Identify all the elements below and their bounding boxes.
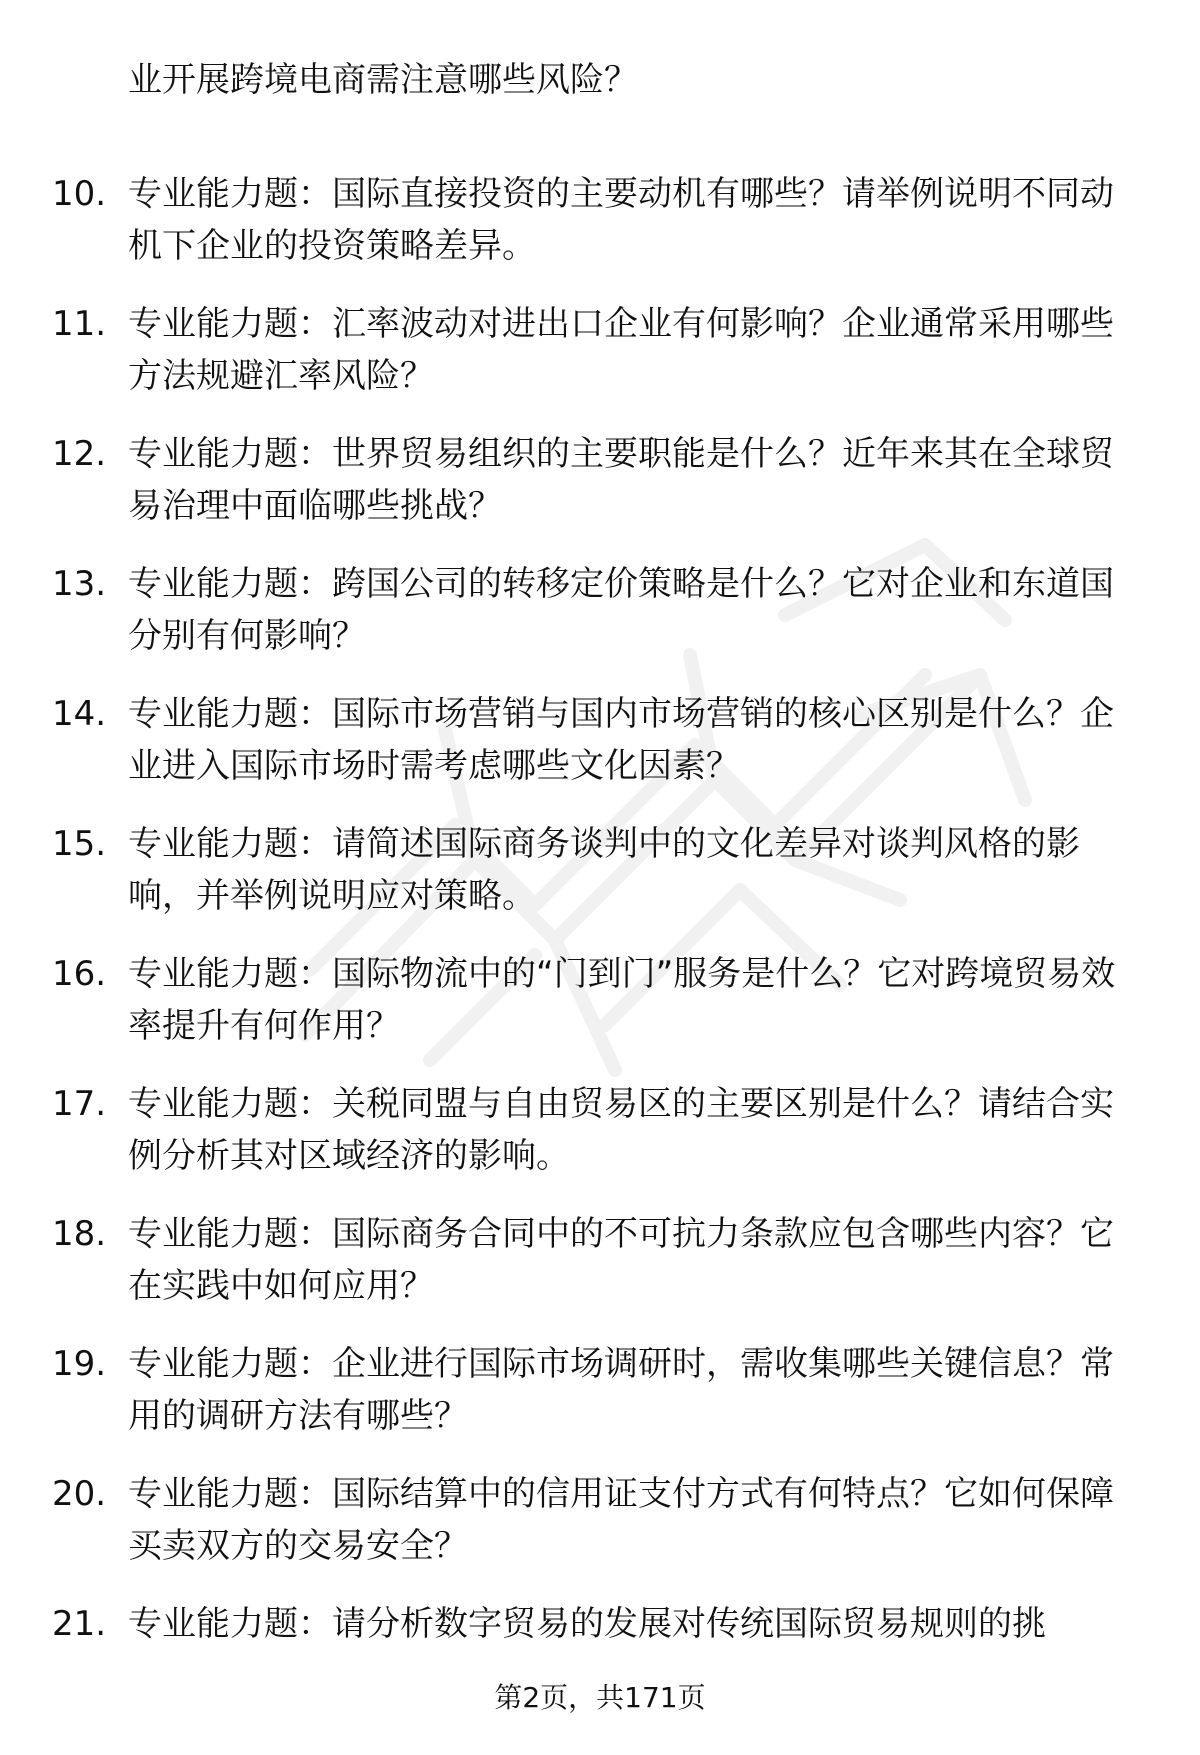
question-text: 专业能力题：国际商务合同中的不可抗力条款应包含哪些内容？它在实践中如何应用？ <box>128 1214 1114 1306</box>
question-text: 专业能力题：国际物流中的“门到门”服务是什么？它对跨境贸易效率提升有何作用？ <box>128 954 1116 1046</box>
question-item-12 <box>52 428 1152 532</box>
question-number: 17. <box>52 1084 107 1124</box>
question-number: 18. <box>52 1214 107 1254</box>
question-text: 专业能力题：国际市场营销与国内市场营销的核心区别是什么？企业进入国际市场时需考虑哪些文化因素？ <box>128 694 1114 786</box>
question-list <box>52 54 1152 1650</box>
question-text: 专业能力题：企业进行国际市场调研时，需收集哪些关键信息？常用的调研方法有哪些？ <box>128 1344 1114 1436</box>
question-number: 16. <box>52 954 107 994</box>
question-number: 13. <box>52 564 107 604</box>
question-item-21 <box>52 1598 1152 1650</box>
question-number: 21. <box>52 1604 107 1644</box>
question-text: 专业能力题：汇率波动对进出口企业有何影响？企业通常采用哪些方法规避汇率风险？ <box>128 304 1114 396</box>
question-number: 19. <box>52 1344 107 1384</box>
question-number: 12. <box>52 434 107 474</box>
question-item-14 <box>52 688 1152 792</box>
question-number: 10. <box>52 174 107 214</box>
question-number: 20. <box>52 1474 107 1514</box>
question-number: 14. <box>52 694 107 734</box>
question-text: 专业能力题：跨国公司的转移定价策略是什么？它对企业和东道国分别有何影响？ <box>128 564 1114 656</box>
question-text: 专业能力题：请简述国际商务谈判中的文化差异对谈判风格的影响，并举例说明应对策略。 <box>128 824 1080 916</box>
question-item-18 <box>52 1208 1152 1312</box>
question-text: 专业能力题：请分析数字贸易的发展对传统国际贸易规则的挑 <box>128 1604 1046 1644</box>
question-item-10 <box>52 168 1152 272</box>
question-number: 15. <box>52 824 107 864</box>
page-footer: 第2页，共171页 <box>494 1681 706 1714</box>
question-item-19 <box>52 1338 1152 1442</box>
question-item-13 <box>52 558 1152 662</box>
question-item-15 <box>52 818 1152 922</box>
question-text: 专业能力题：国际结算中的信用证支付方式有何特点？它如何保障买卖双方的交易安全？ <box>128 1474 1114 1566</box>
question-text: 专业能力题：关税同盟与自由贸易区的主要区别是什么？请结合实例分析其对区域经济的影响。 <box>128 1084 1114 1176</box>
previous-question-continuation: 业开展跨境电商需注意哪些风险？ <box>128 60 638 100</box>
question-text: 专业能力题：世界贸易组织的主要职能是什么？近年来其在全球贸易治理中面临哪些挑战？ <box>128 434 1114 526</box>
question-text: 专业能力题：国际直接投资的主要动机有哪些？请举例说明不同动机下企业的投资策略差异。 <box>128 174 1114 266</box>
question-number: 11. <box>52 304 107 344</box>
question-item-16 <box>52 948 1152 1052</box>
question-item-20 <box>52 1468 1152 1572</box>
question-item-11 <box>52 298 1152 402</box>
question-item-17 <box>52 1078 1152 1182</box>
